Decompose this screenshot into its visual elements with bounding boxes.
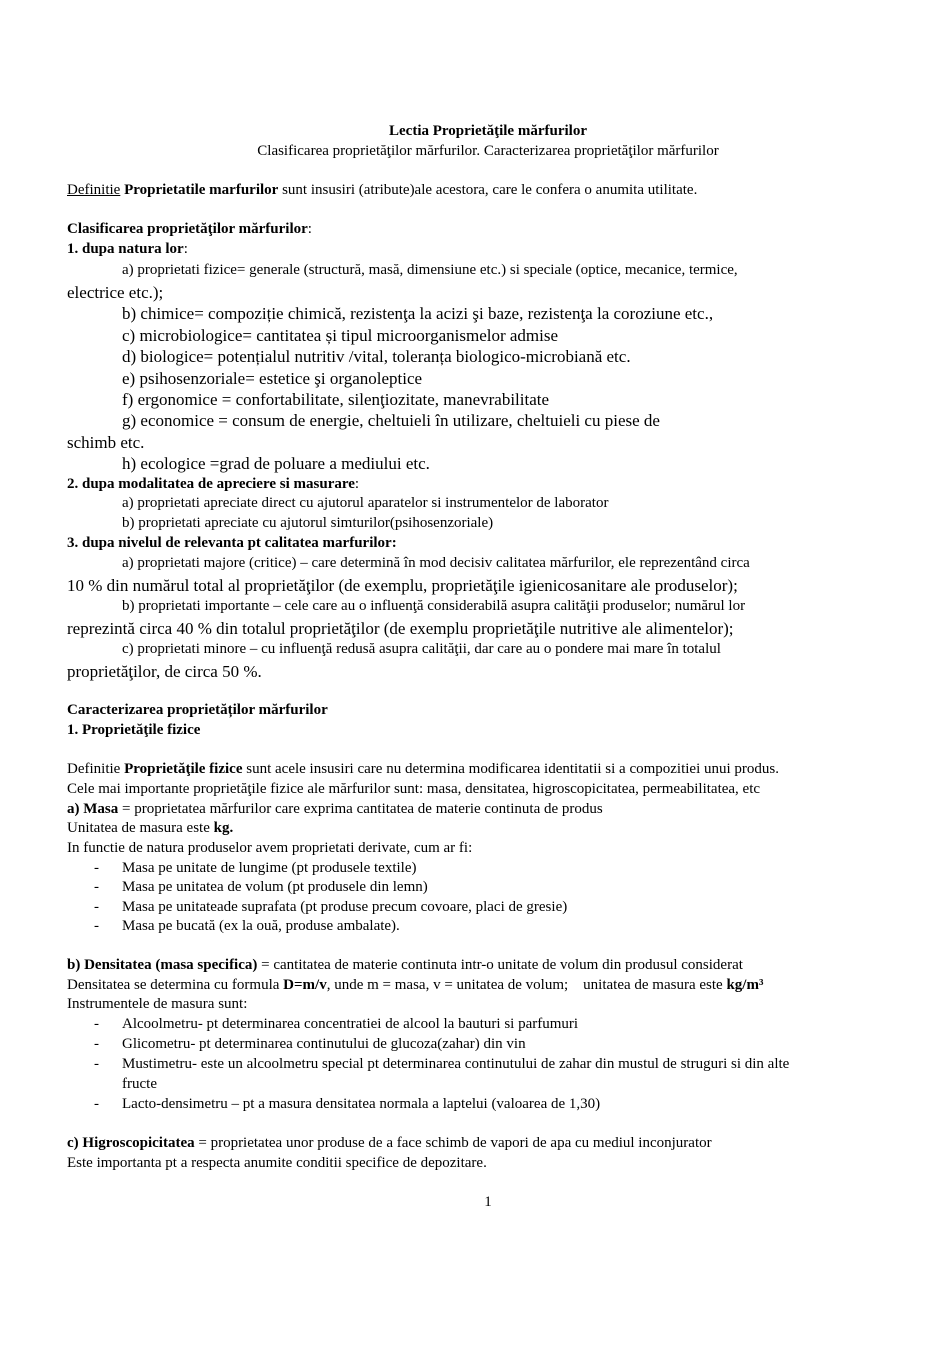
- group3-heading: 3. dupa nivelul de relevanta pt calitatea marfurilor:: [67, 535, 397, 551]
- classification-heading: Clasificarea proprietăţilor mărfurilor:: [67, 221, 312, 237]
- g1-item-g: g) economice = consum de energie, cheltuieli în utilizare, cheltuieli cu piese de: [122, 411, 660, 430]
- bullet-dash: -: [94, 918, 99, 934]
- g1-item-g-cont: schimb etc.: [67, 433, 145, 452]
- g1-item-a-cont: electrice etc.);: [67, 283, 164, 302]
- g3-item-b-cont: reprezintă circa 40 % din totalul proprietăţilor (de exemplu proprietăţile nutritive ale alimentelor);: [67, 619, 734, 638]
- g1-item-f: f) ergonomice = confortabilitate, silenţiozitate, manevrabilitate: [122, 390, 550, 409]
- list-item-cont: fructe: [122, 1076, 157, 1092]
- important-properties: Cele mai importante proprietăţile fizice ale mărfurilor sunt: masa, densitatea, higroscopicitatea, permeabilitatea, etc: [67, 781, 761, 797]
- list-item: Glicometru- pt determinarea continutului de glucoza(zahar) din vin: [122, 1036, 526, 1052]
- list-item: Lacto-densimetru – pt a masura densitatea normala a laptelui (valoarea de 1,30): [122, 1096, 601, 1112]
- document-subtitle: Clasificarea proprietăţilor mărfurilor. Caracterizarea proprietăţilor mărfurilor: [257, 143, 719, 159]
- bullet-dash: -: [94, 879, 99, 895]
- physical-properties-heading: 1. Proprietăţile fizice: [67, 722, 201, 738]
- list-item: Masa pe bucată (ex la ouă, produse ambalate).: [122, 918, 400, 934]
- group2-heading: 2. dupa modalitatea de apreciere si masurare:: [67, 476, 360, 492]
- g1-item-c: c) microbiologice= cantitatea și tipul microorganismelor admise: [122, 326, 559, 345]
- masa-definition: a) Masa = proprietatea mărfurilor care exprima cantitatea de materie continuta de produs: [67, 801, 603, 817]
- bullet-dash: -: [94, 899, 99, 915]
- g2-item-a: a) proprietati apreciate direct cu ajutorul aparatelor si instrumentelor de laborator: [122, 495, 609, 511]
- page-number: 1: [484, 1194, 492, 1210]
- list-item: Masa pe unitate de lungime (pt produsele textile): [122, 860, 417, 876]
- g3-item-c-cont: proprietăţilor, de circa 50 %.: [67, 662, 262, 681]
- masa-derived: In functie de natura produselor avem proprietati derivate, cum ar fi:: [67, 840, 473, 856]
- densitate-formula: Densitatea se determina cu formula D=m/v, unde m = masa, v = unitatea de volum; unitatea de masura este kg/m³: [67, 977, 764, 993]
- bullet-dash: -: [94, 860, 99, 876]
- group1-heading: 1. dupa natura lor:: [67, 241, 188, 257]
- g1-item-a: a) proprietati fizice= generale (structură, masă, dimensiune etc.) si speciale (optice, mecanice, termice,: [122, 262, 738, 278]
- list-item: Masa pe unitateade suprafata (pt produse precum covoare, placi de gresie): [122, 899, 568, 915]
- list-item: Mustimetru- este un alcoolmetru special pt determinarea continutului de zahar din mustul de struguri si din alte: [122, 1056, 790, 1072]
- g1-item-e: e) psihosenzoriale= estetice şi organoleptice: [122, 369, 423, 388]
- masa-unit: Unitatea de masura este kg.: [67, 820, 234, 836]
- g3-item-c: c) proprietati minore – cu influenţă redusă asupra calităţii, dar care au o pondere mai mare în totalul: [122, 641, 721, 657]
- g1-item-h: h) ecologice =grad de poluare a mediului etc.: [122, 454, 430, 473]
- physical-definition: Definitie Proprietăţile fizice sunt acele insusiri care nu determina modificarea identitatii si a compozitiei unui produs.: [67, 761, 779, 777]
- g1-item-b: b) chimice= compoziție chimică, rezistenţa la acizi şi baze, rezistenţa la coroziune etc.,: [122, 304, 714, 323]
- g3-item-a-cont: 10 % din numărul total al proprietăţilor (de exemplu, proprietăţile igienicosanitare ale produselor);: [67, 576, 738, 595]
- bullet-dash: -: [94, 1096, 99, 1112]
- instruments-heading: Instrumentele de masura sunt:: [67, 996, 248, 1012]
- higro-note: Este importanta pt a respecta anumite conditii specifice de depozitare.: [67, 1155, 487, 1171]
- g1-item-d: d) biologice= potențialul nutritiv /vital, toleranța biologico-microbiană etc.: [122, 347, 631, 366]
- g3-item-b: b) proprietati importante – cele care au o influenţă considerabilă asupra calităţii produselor; numărul lor: [122, 598, 746, 614]
- definition-paragraph: Definitie Proprietatile marfurilor sunt insusiri (atribute)ale acestora, care le confera o anumita utilitate.: [67, 182, 698, 198]
- densitate-definition: b) Densitatea (masa specifica) = cantitatea de materie continuta intr-o unitate de volum din produsul considerat: [67, 957, 743, 973]
- list-item: Masa pe unitatea de volum (pt produsele din lemn): [122, 879, 428, 895]
- g3-item-a: a) proprietati majore (critice) – care determină în mod decisiv calitatea mărfurilor, ele reprezentând circa: [122, 555, 750, 571]
- higro-definition: c) Higroscopicitatea = proprietatea unor produse de a face schimb de vapori de apa cu mediul inconjurator: [67, 1135, 712, 1151]
- g2-item-b: b) proprietati apreciate cu ajutorul simturilor(psihosenzoriale): [122, 515, 494, 531]
- characterization-heading: Caracterizarea proprietăților mărfurilor: [67, 702, 328, 718]
- bullet-dash: -: [94, 1056, 99, 1072]
- bullet-dash: -: [94, 1036, 99, 1052]
- document-title: Lectia Proprietăţile mărfurilor: [389, 123, 587, 139]
- list-item: Alcoolmetru- pt determinarea concentratiei de alcool la bauturi si parfumuri: [122, 1016, 579, 1032]
- bullet-dash: -: [94, 1016, 99, 1032]
